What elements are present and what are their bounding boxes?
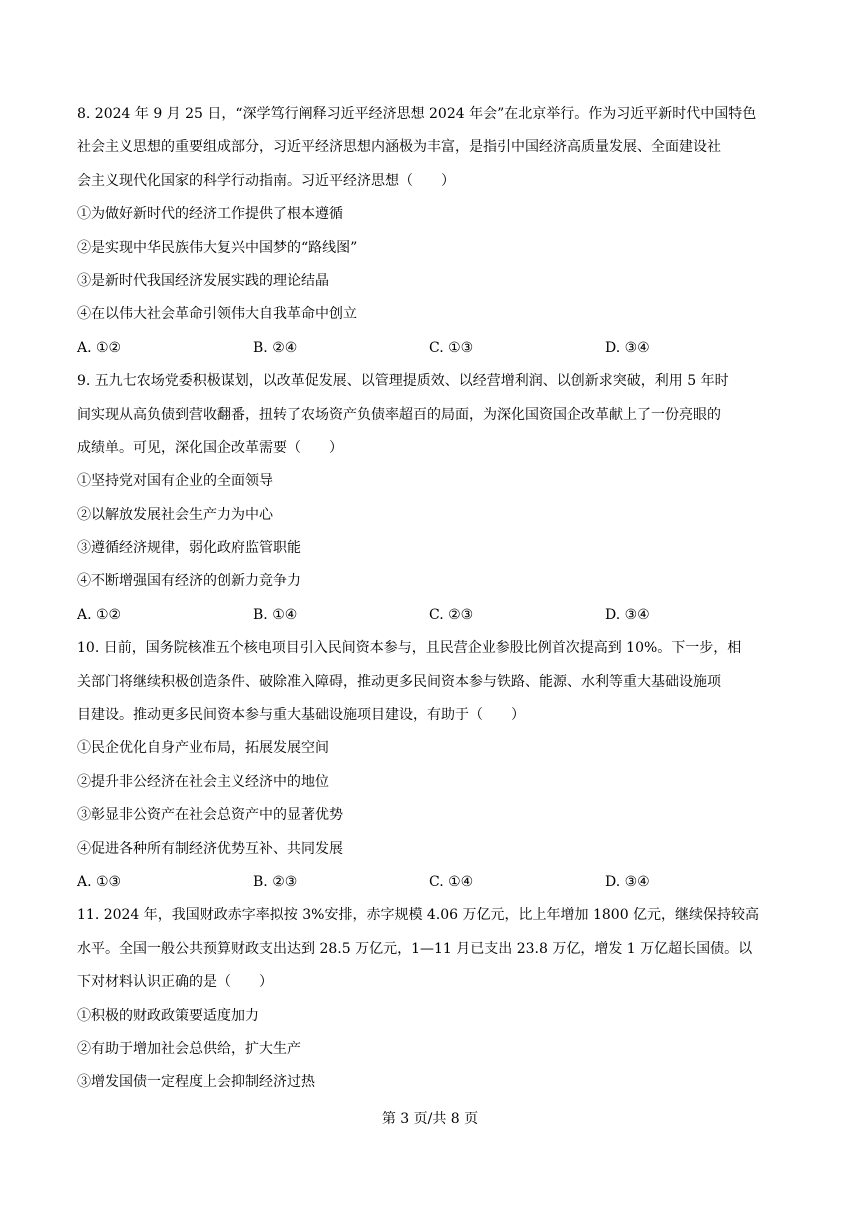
- statement-item: ③是新时代我国经济发展实践的理论结晶: [77, 272, 329, 289]
- question-stem-line: 8. 2024 年 9 月 25 日，“深学笃行阐释习近平经济思想 2024 年会”在北京举行。作为习近平新时代中国特色: [77, 106, 757, 122]
- question-stem-line: 间实现从高负债到营收翻番，扭转了农场资产负债率超百的局面，为深化国资国企改革献上了一份亮眼的: [77, 406, 721, 423]
- statement-item: ①为做好新时代的经济工作提供了根本遵循: [77, 206, 343, 223]
- option-d: D. ③④: [605, 339, 650, 356]
- answer-options: [77, 332, 783, 365]
- statement-item: ④促进各种所有制经济优势互补、共同发展: [77, 840, 343, 857]
- question-9: [77, 365, 783, 632]
- statement-item: ③遵循经济规律，弱化政府监管职能: [77, 540, 301, 557]
- option-b: B. ②④: [253, 339, 298, 356]
- question-10: [77, 632, 783, 899]
- question-stem-line: 11. 2024 年，我国财政赤字率拟按 3%安排，赤字规模 4.06 万亿元，比上年增加 1800 亿元，继续保持较高: [77, 907, 760, 924]
- statement-item: ④在以伟大社会革命引领伟大自我革命中创立: [77, 306, 357, 323]
- question-stem-line: 9. 五九七农场党委积极谋划，以改革促发展、以管理提质效、以经营增利润、以创新求突破，利用 5 年时: [77, 373, 729, 390]
- option-a: A. ①③: [77, 873, 122, 890]
- option-d: D. ③④: [605, 873, 650, 890]
- answer-options: [77, 599, 783, 632]
- statement-item: ①坚持党对国有企业的全面领导: [77, 473, 273, 490]
- statement-item: ①民企优化自身产业布局，拓展发展空间: [77, 740, 329, 757]
- statement-item: ④不断增强国有经济的创新力竞争力: [77, 573, 301, 590]
- option-c: C. ②③: [429, 606, 474, 623]
- answer-options: [77, 866, 783, 899]
- statement-item: ①积极的财政政策要适度加力: [77, 1007, 259, 1024]
- option-c: C. ①④: [429, 873, 474, 890]
- question-stem-line: 水平。全国一般公共预算财政支出达到 28.5 万亿元，1—11 月已支出 23.8 万亿，增发 1 万亿超长国债。以: [77, 940, 753, 957]
- statement-item: ②以解放发展社会生产力为中心: [77, 506, 273, 523]
- page-number-footer: 第 3 页/共 8 页: [381, 1111, 479, 1127]
- question-11: [77, 899, 783, 1099]
- question-content: [77, 98, 783, 1100]
- question-stem-line: 社会主义思想的重要组成部分，习近平经济思想内涵极为丰富，是指引中国经济高质量发展、全面建设社: [77, 139, 721, 156]
- question-stem-line: 目建设。推动更多民间资本参与重大基础设施项目建设，有助于（ ）: [77, 707, 525, 724]
- question-stem-line: 10. 日前，国务院核准五个核电项目引入民间资本参与，且民营企业参股比例首次提高到 10%。下一步，相: [77, 640, 742, 657]
- question-stem-line: 会主义现代化国家的科学行动指南。习近平经济思想（ ）: [77, 172, 455, 189]
- question-stem-line: 关部门将继续积极创造条件、破除准入障碍，推动更多民间资本参与铁路、能源、水利等重大基础设施项: [77, 673, 721, 690]
- question-stem-line: 下对材料认识正确的是（ ）: [77, 974, 273, 991]
- statement-item: ②提升非公经济在社会主义经济中的地位: [77, 773, 329, 790]
- statement-item: ③增发国债一定程度上会抑制经济过热: [77, 1074, 315, 1091]
- option-c: C. ①③: [429, 339, 474, 356]
- statement-item: ②是实现中华民族伟大复兴中国梦的“路线图”: [77, 239, 358, 256]
- statement-item: ③彰显非公资产在社会总资产中的显著优势: [77, 807, 343, 824]
- question-stem-line: 成绩单。可见，深化国企改革需要（ ）: [77, 439, 343, 456]
- option-d: D. ③④: [605, 606, 650, 623]
- option-b: B. ②③: [253, 873, 298, 890]
- question-8: [77, 98, 783, 365]
- option-a: A. ①②: [77, 606, 122, 623]
- option-b: B. ①④: [253, 606, 298, 623]
- option-a: A. ①②: [77, 339, 122, 356]
- statement-item: ②有助于增加社会总供给，扩大生产: [77, 1040, 301, 1057]
